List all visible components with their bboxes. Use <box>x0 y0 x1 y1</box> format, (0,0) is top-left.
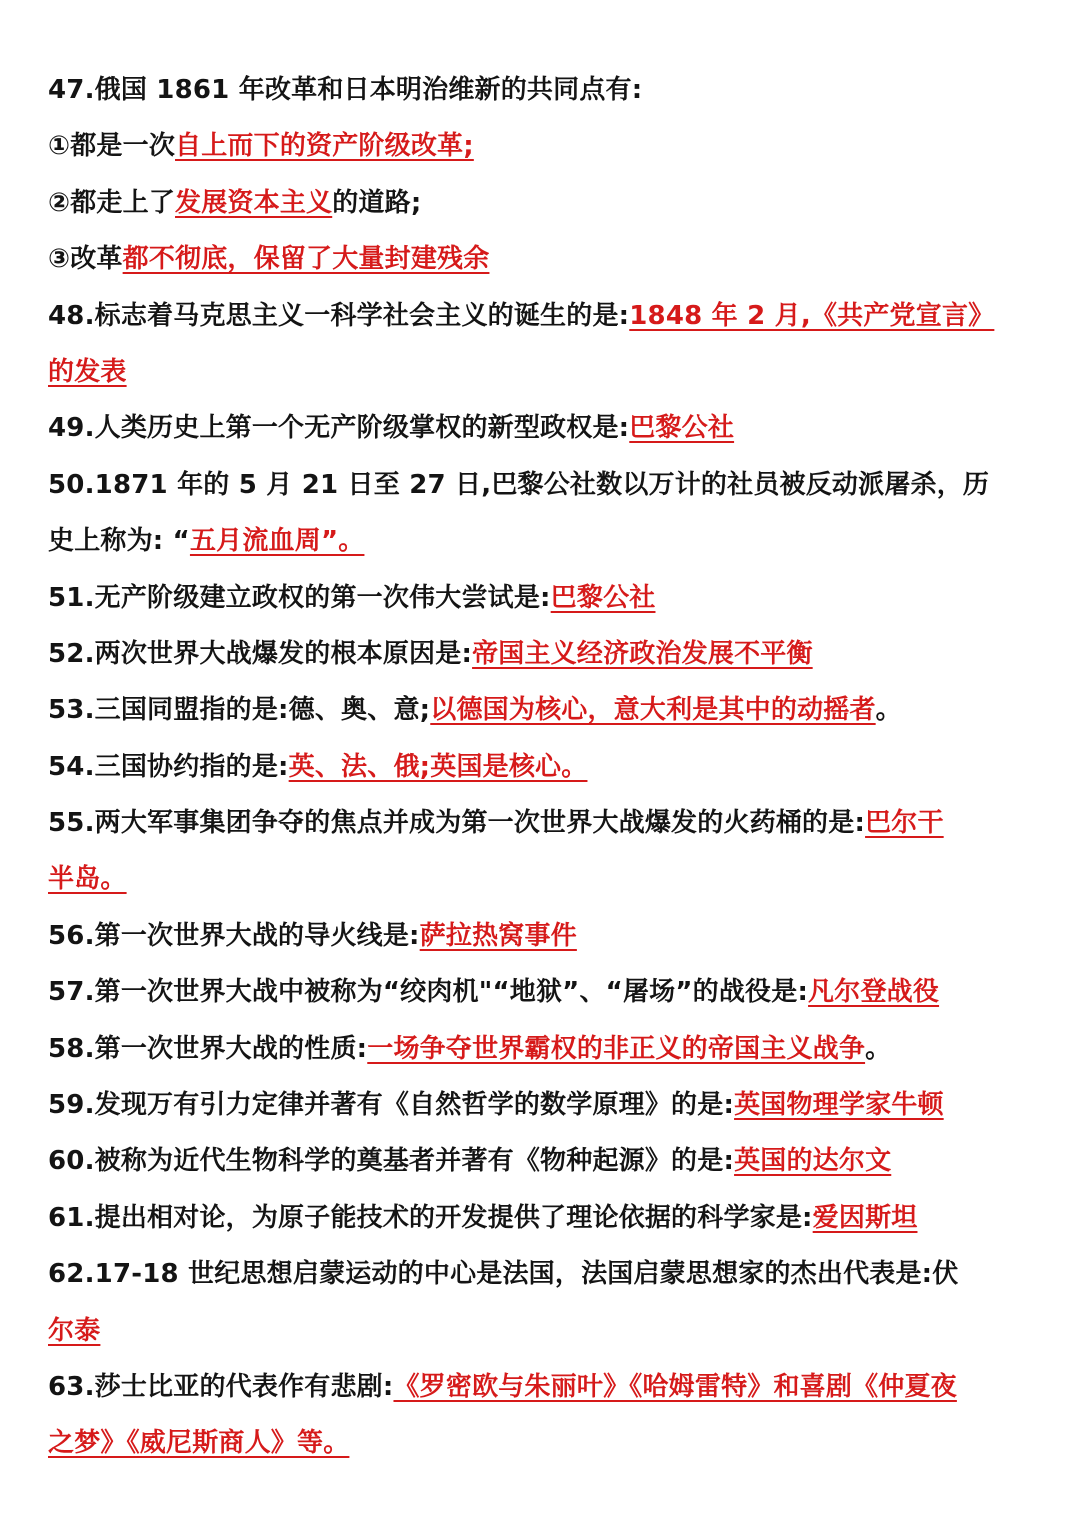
text-line <box>48 682 1040 738</box>
answer-text: 英、法、俄;英国是核心。 <box>288 751 588 782</box>
answer-text: 1848 年 2 月,《共产党宣言》 <box>629 300 995 331</box>
question-text: 61.提出相对论，为原子能技术的开发提供了理论依据的科学家是: <box>48 1202 813 1233</box>
text-line <box>48 1021 1040 1077</box>
answer-text: 萨拉热窝事件 <box>419 920 577 951</box>
text-line <box>48 62 1040 118</box>
question-list <box>48 62 1040 1472</box>
question-text: 50.1871 年的 5 月 21 日至 27 日,巴黎公社数以万计的社员被反动派屠杀，历 <box>48 469 990 500</box>
text-line <box>48 908 1040 964</box>
answer-text: 以德国为核心，意大利是其中的动摇者 <box>430 695 876 726</box>
text-line <box>48 513 1040 569</box>
answer-text: 五月流血周”。 <box>189 526 365 557</box>
question-text: 62.17-18 世纪思想启蒙运动的中心是法国，法国启蒙思想家的杰出代表是:伏 <box>48 1259 959 1290</box>
question-text: 51.无产阶级建立政权的第一次伟大尝试是: <box>48 582 551 613</box>
text-line <box>48 795 1040 851</box>
text-line <box>48 1246 1040 1302</box>
text-line <box>48 1190 1040 1246</box>
question-text: 58.第一次世界大战的性质: <box>48 1033 368 1064</box>
question-text: 54.三国协约指的是: <box>48 751 289 782</box>
question-text: 53.三国同盟指的是:德、奥、意; <box>48 695 431 726</box>
answer-text: 凡尔登战役 <box>808 977 940 1008</box>
answer-text: 的发表 <box>48 356 127 387</box>
question-text: 52.两次世界大战爆发的根本原因是: <box>48 638 473 669</box>
answer-text: 之梦》《威尼斯商人》等。 <box>48 1428 350 1459</box>
text-line <box>48 1303 1040 1359</box>
text-line <box>48 175 1040 231</box>
answer-text: 帝国主义经济政治发展不平衡 <box>472 638 813 669</box>
question-text: 63.莎士比亚的代表作有悲剧: <box>48 1371 394 1402</box>
text-line <box>48 1415 1040 1471</box>
text-line <box>48 231 1040 287</box>
answer-text: 英国的达尔文 <box>734 1146 892 1177</box>
text-line <box>48 739 1040 795</box>
question-text: 59.发现万有引力定律并著有《自然哲学的数学原理》的是: <box>48 1090 735 1121</box>
question-text: ③改革 <box>48 244 123 275</box>
answer-text: 巴尔干 <box>865 808 944 839</box>
text-line <box>48 400 1040 456</box>
answer-text: 自上而下的资产阶级改革; <box>175 131 474 162</box>
answer-text: 半岛。 <box>48 864 127 895</box>
text-line <box>48 1359 1040 1415</box>
answer-text: 尔泰 <box>48 1315 101 1346</box>
question-text: 。 <box>865 1033 892 1064</box>
text-line <box>48 288 1040 344</box>
question-text: 60.被称为近代生物科学的奠基者并著有《物种起源》的是: <box>48 1146 735 1177</box>
question-text: ①都是一次 <box>48 131 176 162</box>
text-line <box>48 344 1040 400</box>
text-line <box>48 964 1040 1020</box>
text-line <box>48 1077 1040 1133</box>
question-text: 47.俄国 1861 年改革和日本明治维新的共同点有: <box>48 75 643 105</box>
question-text: ②都走上了 <box>48 187 176 218</box>
text-line <box>48 1133 1040 1189</box>
question-text: 的道路; <box>332 187 422 218</box>
answer-text: 巴黎公社 <box>550 582 656 613</box>
text-line <box>48 851 1040 907</box>
question-text: 56.第一次世界大战的导火线是: <box>48 920 420 951</box>
answer-text: 发展资本主义 <box>175 187 333 218</box>
answer-text: 一场争夺世界霸权的非正义的帝国主义战争 <box>367 1033 866 1064</box>
text-line <box>48 118 1040 174</box>
question-text: 49.人类历史上第一个无产阶级掌权的新型政权是: <box>48 413 630 444</box>
text-line <box>48 457 1040 513</box>
text-line <box>48 570 1040 626</box>
text-line <box>48 626 1040 682</box>
question-text: 55.两大军事集团争夺的焦点并成为第一次世界大战爆发的火药桶的是: <box>48 808 866 839</box>
question-text: 史上称为: “ <box>48 526 190 557</box>
answer-text: 巴黎公社 <box>629 413 735 444</box>
answer-text: 《罗密欧与朱丽叶》《哈姆雷特》和喜剧《仲夏夜 <box>393 1371 957 1402</box>
question-text: 48.标志着马克思主义一科学社会主义的诞生的是: <box>48 300 630 331</box>
answer-text: 英国物理学家牛顿 <box>734 1090 944 1121</box>
question-text: 57.第一次世界大战中被称为“绞肉机"“地狱”、“屠场”的战役是: <box>48 977 809 1008</box>
answer-text: 爱因斯坦 <box>812 1202 918 1233</box>
answer-text: 都不彻底，保留了大量封建残余 <box>122 244 490 275</box>
question-text: 。 <box>875 695 902 726</box>
